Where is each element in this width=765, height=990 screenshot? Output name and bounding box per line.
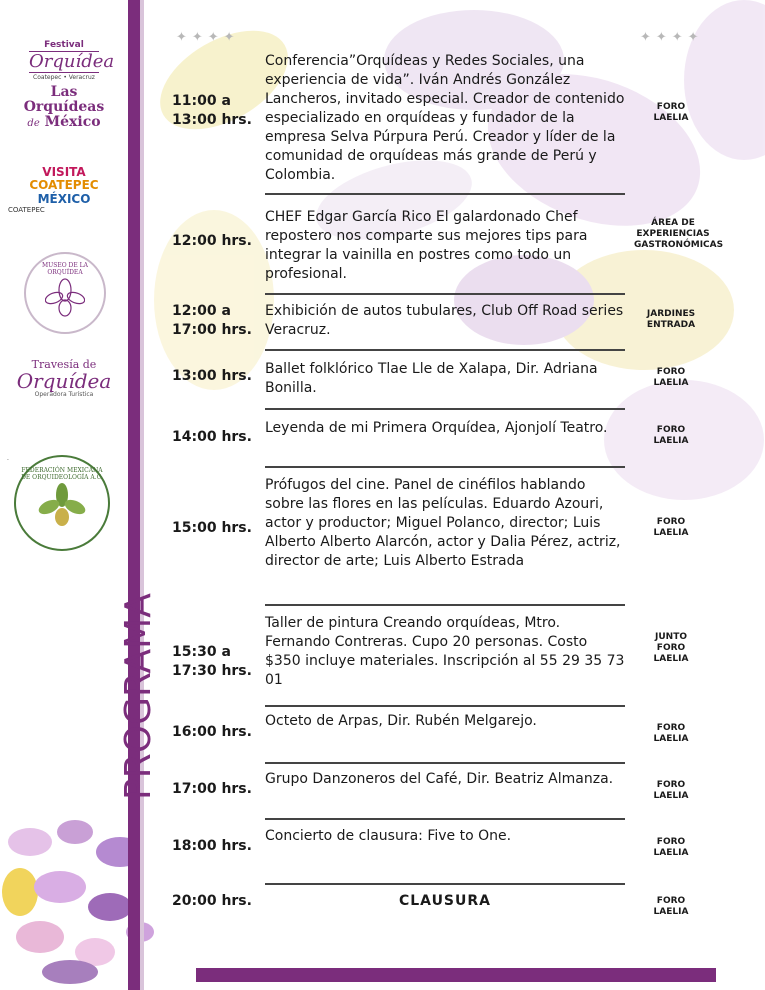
row-divider (265, 408, 625, 410)
program-time: 15:30 a 17:30 hrs. (172, 644, 252, 679)
decorative-stars-right: ✦✦✦✦ (640, 30, 704, 45)
bottom-purple-bar (196, 968, 716, 982)
program-description: Exhibición de autos tubulares, Club Off Road series Veracruz. (265, 303, 624, 338)
program-description: CHEF Edgar García Rico El galardonado Chef repostero nos comparte sus mejores tips para integrar la vainilla en postres como todo un profesional. (265, 209, 588, 282)
programa-vertical-title: PROGRAMA (118, 593, 159, 800)
row-divider (265, 193, 625, 195)
program-time: 15:00 hrs. (172, 520, 252, 536)
program-time: 11:00 a 13:00 hrs. (172, 93, 252, 128)
museo-orquidea-seal: MUSEO DE LA ORQUÍDEA (24, 252, 106, 334)
sidebar (0, 0, 130, 990)
program-description: Ballet folklórico Tlae Lle de Xalapa, Dir. Adriana Bonilla. (265, 361, 598, 396)
orchid-seal-icon (45, 276, 85, 320)
program-place: FORO LAELIA (653, 723, 689, 744)
row-divider (265, 705, 625, 707)
program-place: FORO LAELIA (653, 896, 689, 917)
program-description: Conferencia”Orquídeas y Redes Sociales, una experiencia de vida”. Iván Andrés González Lancheros, invitado especial. Creador de contenido especializado en orquídeas y fundador de la empresa Selva Púrpura Perú. Creador y líder de la comunidad de orquídeas más grande de Perú y Colombia. (265, 53, 625, 183)
program-description: Concierto de clausura: Five to One. (265, 828, 512, 844)
row-divider (265, 466, 625, 468)
federacion-orquideologia-seal: FEDERACIÓN MEXICANA DE ORQUIDEOLOGÍA A.C. (14, 455, 110, 551)
travesia-orquidea-logo: Travesía de Orquídea Operadora Turística (16, 358, 112, 398)
program-time: 18:00 hrs. (172, 838, 252, 854)
vertical-purple-bar (128, 0, 140, 990)
program-description: Leyenda de mi Primera Orquídea, Ajonjolí Teatro. (265, 420, 608, 436)
program-place: FORO LAELIA (653, 367, 689, 388)
program-place: JARDINES ENTRADA (646, 309, 696, 330)
vertical-light-bar (140, 0, 144, 990)
row-divider (265, 883, 625, 885)
row-divider (265, 349, 625, 351)
row-divider (265, 762, 625, 764)
program-time: 14:00 hrs. (172, 429, 252, 445)
program-time: 16:00 hrs. (172, 724, 252, 740)
program-description: Taller de pintura Creando orquídeas, Mtro. Fernando Contreras. Cupo 20 personas. Costo $350 incluye materiales. Inscripción al 55 29 35 73 01 (265, 615, 625, 688)
program-description: Grupo Danzoneros del Café, Dir. Beatriz Almanza. (265, 771, 614, 787)
green-orchid-icon (37, 481, 87, 531)
row-divider (265, 604, 625, 606)
program-place: FORO LAELIA (653, 517, 689, 538)
program-place: FORO LAELIA (653, 837, 689, 858)
program-description: Octeto de Arpas, Dir. Rubén Melgarejo. (265, 713, 537, 729)
program-place: ÁREA DE EXPERIENCIAS GASTRONÓMICAS (634, 218, 724, 250)
program-time: 20:00 hrs. (172, 893, 252, 909)
clausura-label: CLAUSURA (398, 893, 492, 909)
program-place: FORO LAELIA (653, 102, 689, 123)
program-place: FORO LAELIA (653, 780, 689, 801)
program-time: 12:00 hrs. (172, 233, 252, 249)
program-place: FORO LAELIA (653, 425, 689, 446)
program-time: 17:00 hrs. (172, 781, 252, 797)
program-place: JUNTO FORO LAELIA (653, 632, 689, 664)
row-divider (265, 293, 625, 295)
program-time: 12:00 a 17:00 hrs. (172, 303, 252, 338)
program-time: 13:00 hrs. (172, 368, 252, 384)
decorative-dot: . (7, 455, 9, 462)
program-description: Prófugos del cine. Panel de cinéfilos hablando sobre las flores en las películas. Eduardo Azouri, actor y productor; Miguel Polanco, director; Luis Alberto Alberto Alarcón, actor y Dalia Pérez, actriz, director de arte; Luis Alberto Estrada (265, 477, 621, 569)
row-divider (265, 818, 625, 820)
decorative-stars-left: ✦✦✦✦ (176, 30, 240, 45)
visita-coatepec-logo: VISITA COATEPEC MÉXICO COATEPEC (8, 165, 99, 214)
festival-orquidea-logo: Festival Orquídea Coatepec • Veracruz Las Orquídeas de México (23, 40, 115, 130)
